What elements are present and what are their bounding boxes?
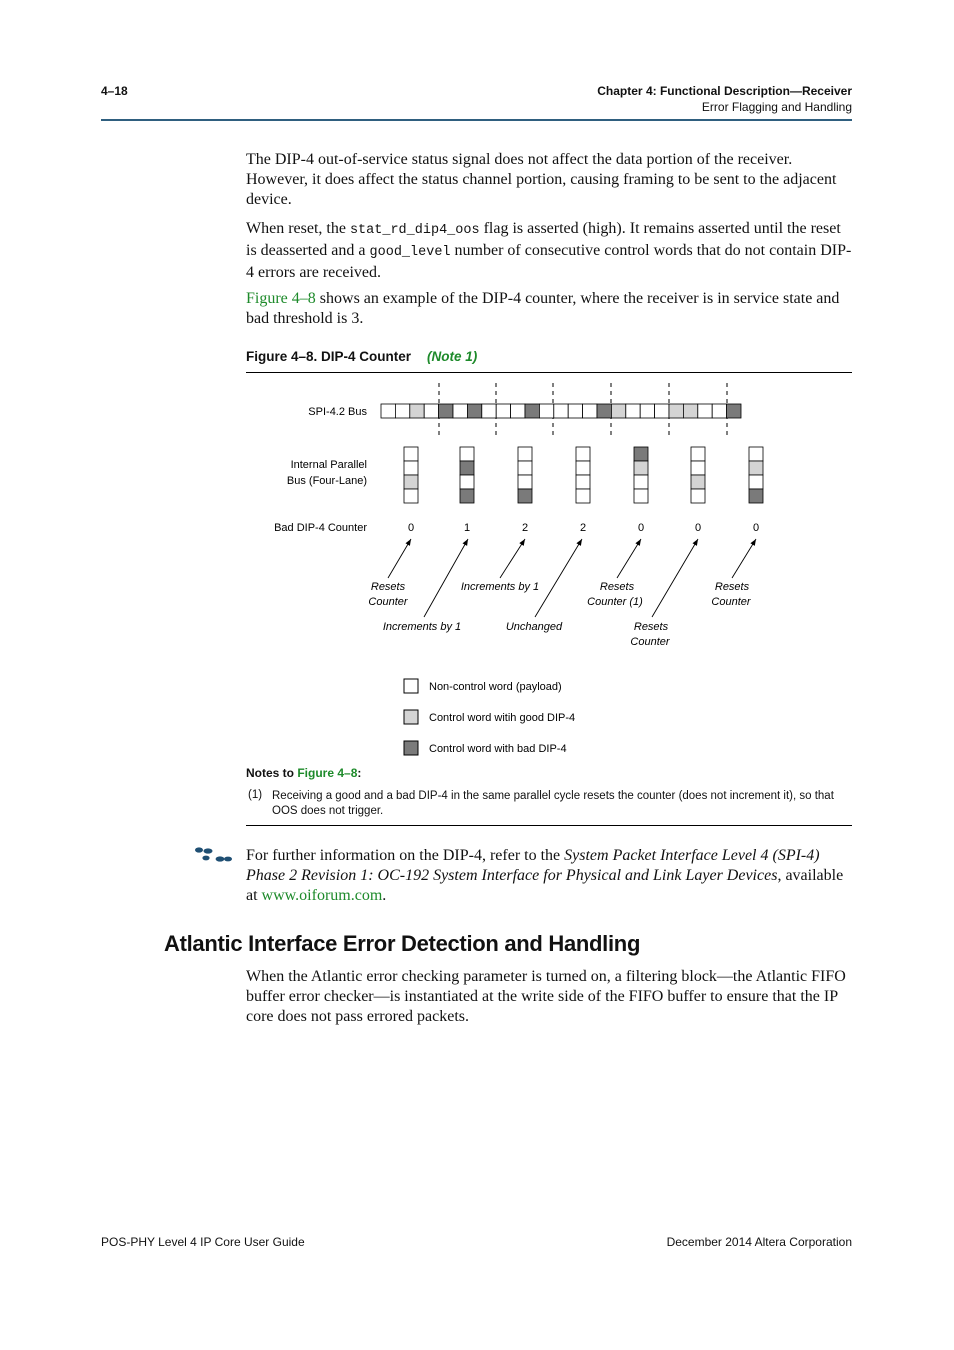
parallel-lane-word — [634, 475, 648, 489]
parallel-lane-word — [749, 475, 763, 489]
annotation-arrow-line — [500, 539, 525, 578]
parallel-lane-word — [634, 447, 648, 461]
annotation-arrowhead — [693, 539, 699, 546]
section-body — [246, 967, 852, 1027]
note-1-text: Receiving a good and a bad DIP-4 in the same parallel cycle resets the counter (does not increment it), so that OOS does not trigger. — [272, 790, 834, 817]
spi-bus-word — [568, 404, 582, 418]
parallel-lane-word — [749, 461, 763, 475]
parallel-lane-word — [576, 447, 590, 461]
note-1-link[interactable]: (Note 1) — [427, 349, 478, 364]
parallel-bus-groups — [404, 447, 763, 503]
spi-bus-word — [439, 404, 453, 418]
counter-value: 0 — [407, 522, 415, 534]
parallel-lane-word — [518, 447, 532, 461]
parallel-lane-word — [460, 475, 474, 489]
annotation-arrowhead — [635, 539, 641, 546]
annotation-resets-counter-2a: Resets — [633, 621, 669, 633]
further-info-text-b: , available at — [246, 867, 844, 904]
counter-value: 2 — [521, 522, 529, 534]
spi-bus-word — [597, 404, 611, 418]
paragraph-1-text: The DIP-4 out-of-service status signal does not affect the data portion of the receiver. However, it does affect the status channel portion, causing framing to be sent to the adjacent device. — [246, 151, 837, 208]
parallel-lane-word — [691, 447, 705, 461]
counter-value: 0 — [694, 522, 702, 534]
parallel-lane-word — [404, 447, 418, 461]
figure-title-text: Figure 4–8. DIP-4 Counter — [246, 349, 412, 364]
p2-text-c: number of consecutive control words that do not contain DIP-4 errors are received. — [246, 242, 852, 281]
spi-bus-word — [698, 404, 712, 418]
spi-bus-word — [381, 404, 395, 418]
annotation-arrowhead — [576, 539, 582, 546]
p2-text-b: flag is asserted (high). It remains asserted until the reset is deasserted and a — [246, 220, 841, 259]
footprint-icon — [193, 846, 233, 869]
parallel-lane-word — [404, 489, 418, 503]
annotation-arrow-line — [732, 539, 756, 578]
parallel-lane-word — [634, 461, 648, 475]
further-info-text-c: . — [382, 887, 387, 904]
parallel-lane-word — [518, 489, 532, 503]
spi-bus-word — [655, 404, 669, 418]
good-level-code: good_level — [369, 245, 451, 260]
notes-bottom-rule — [246, 825, 852, 826]
spi-bus-word — [482, 404, 496, 418]
spi-bus-word — [640, 404, 654, 418]
annotation-arrow-line — [652, 539, 698, 617]
parallel-lane-word — [576, 461, 590, 475]
spi4-spec-title: System Packet Interface Level 4 (SPI-4) Phase 2 Revision 1: OC-192 System Interface for Physical and Link Layer Devices — [246, 847, 820, 884]
spi-bus-word — [683, 404, 697, 418]
annotation-increments-b: Increments by 1 — [382, 621, 462, 633]
legend-swatch-payload — [404, 679, 418, 693]
internal-bus-label-1: Internal Parallel — [290, 459, 367, 471]
notes-heading-prefix: Notes to — [246, 766, 298, 780]
spi-bus-word — [727, 404, 741, 418]
further-info-paragraph — [246, 846, 852, 906]
parallel-lane-word — [691, 475, 705, 489]
notes-figure-link[interactable]: Figure 4–8 — [297, 766, 358, 780]
annotation-resets-note-a: Resets — [599, 581, 635, 593]
figure-4-8-link[interactable]: Figure 4–8 — [246, 290, 316, 307]
spi-bus-word — [669, 404, 683, 418]
spi-bus-label: SPI-4.2 Bus — [308, 406, 367, 418]
parallel-lane-word — [749, 447, 763, 461]
legend-label-good-dip4: Control word witih good DIP-4 — [429, 712, 576, 724]
annotation-resets-counter-1b: Counter — [368, 596, 408, 608]
annotation-resets-counter-2b: Counter — [630, 636, 670, 648]
parallel-lane-word — [518, 461, 532, 475]
p3-text: shows an example of the DIP-4 counter, where the receiver is in service state and bad threshold is 3. — [246, 290, 840, 327]
legend-label-payload: Non-control word (payload) — [429, 681, 562, 693]
spi-bus-word — [611, 404, 625, 418]
annotation-arrow-line — [535, 539, 582, 617]
oiforum-link[interactable]: www.oiforum.com — [261, 887, 383, 904]
annotation-arrowhead — [406, 539, 412, 546]
counter-label: Bad DIP-4 Counter — [274, 522, 367, 534]
stat-rd-dip4-oos-code: stat_rd_dip4_oos — [349, 223, 480, 238]
annotation-arrow-line — [388, 539, 411, 578]
spi-bus-word — [539, 404, 553, 418]
section-heading: Atlantic Interface Error Detection and Handling — [164, 931, 641, 956]
spi-bus-word — [583, 404, 597, 418]
annotation-arrow-line — [617, 539, 641, 578]
spi-bus-word — [626, 404, 640, 418]
parallel-lane-word — [404, 461, 418, 475]
parallel-lane-word — [460, 489, 474, 503]
spi-bus-word — [525, 404, 539, 418]
annotation-resets-counter-3b: Counter — [711, 596, 751, 608]
legend-label-bad-dip4: Control word with bad DIP-4 — [429, 743, 567, 755]
spi-bus-words — [381, 404, 741, 418]
annotation-arrowhead — [750, 539, 756, 546]
counter-values — [408, 522, 759, 534]
parallel-lane-word — [691, 489, 705, 503]
chapter-title: Chapter 4: Functional Description—Receiver — [597, 84, 852, 98]
spi-bus-word — [410, 404, 424, 418]
parallel-lane-word — [460, 461, 474, 475]
spi-bus-word — [712, 404, 726, 418]
parallel-lane-word — [404, 475, 418, 489]
notes-heading — [246, 766, 361, 780]
parallel-lane-word — [691, 461, 705, 475]
annotation-resets-counter-1a: Resets — [370, 581, 406, 593]
spi-bus-word — [511, 404, 525, 418]
counter-value: 2 — [579, 522, 587, 534]
parallel-lane-word — [576, 475, 590, 489]
counter-value: 1 — [463, 522, 471, 534]
annotation-unchanged: Unchanged — [505, 621, 563, 633]
counter-value: 0 — [637, 522, 645, 534]
annotation-resets-note-b: Counter (1) — [587, 596, 643, 608]
page-number: 4–18 — [101, 84, 128, 98]
annotation-arrows — [388, 539, 756, 617]
further-info-text-a: For further information on the DIP-4, refer to the — [246, 847, 565, 864]
legend-swatch-bad-dip4 — [404, 741, 418, 755]
spi-bus-word — [467, 404, 481, 418]
counter-value: 0 — [752, 522, 760, 534]
parallel-lane-word — [460, 447, 474, 461]
spi-bus-word — [453, 404, 467, 418]
note-1-number: (1) — [248, 789, 263, 801]
spi-bus-word — [424, 404, 438, 418]
annotation-arrow-line — [424, 539, 468, 617]
parallel-lane-word — [576, 489, 590, 503]
spi-bus-word — [554, 404, 568, 418]
parallel-lane-word — [749, 489, 763, 503]
footer-date-company: December 2014 Altera Corporation — [666, 1235, 852, 1249]
annotation-resets-counter-3a: Resets — [714, 581, 750, 593]
notes-heading-suffix: : — [357, 766, 362, 780]
spi-bus-word — [496, 404, 510, 418]
spi-bus-word — [395, 404, 409, 418]
footer-guide-title: POS-PHY Level 4 IP Core User Guide — [101, 1235, 305, 1249]
internal-bus-label-2: Bus (Four-Lane) — [286, 475, 367, 487]
section-body-text: When the Atlantic error checking parameter is turned on, a filtering block—the Atlantic FIFO buffer error checker—is instantiated at the write side of the FIFO buffer to ensure that the IP core does not pass errored packets. — [246, 968, 846, 1025]
annotation-increments-a: Increments by 1 — [460, 581, 540, 593]
legend — [404, 679, 575, 755]
section-title: Error Flagging and Handling — [701, 100, 852, 114]
p2-text-a: When reset, the — [246, 220, 350, 237]
legend-swatch-good-dip4 — [404, 710, 418, 724]
parallel-lane-word — [634, 489, 648, 503]
annotation-arrowhead — [519, 539, 525, 546]
annotation-arrowhead — [463, 539, 469, 546]
parallel-lane-word — [518, 475, 532, 489]
